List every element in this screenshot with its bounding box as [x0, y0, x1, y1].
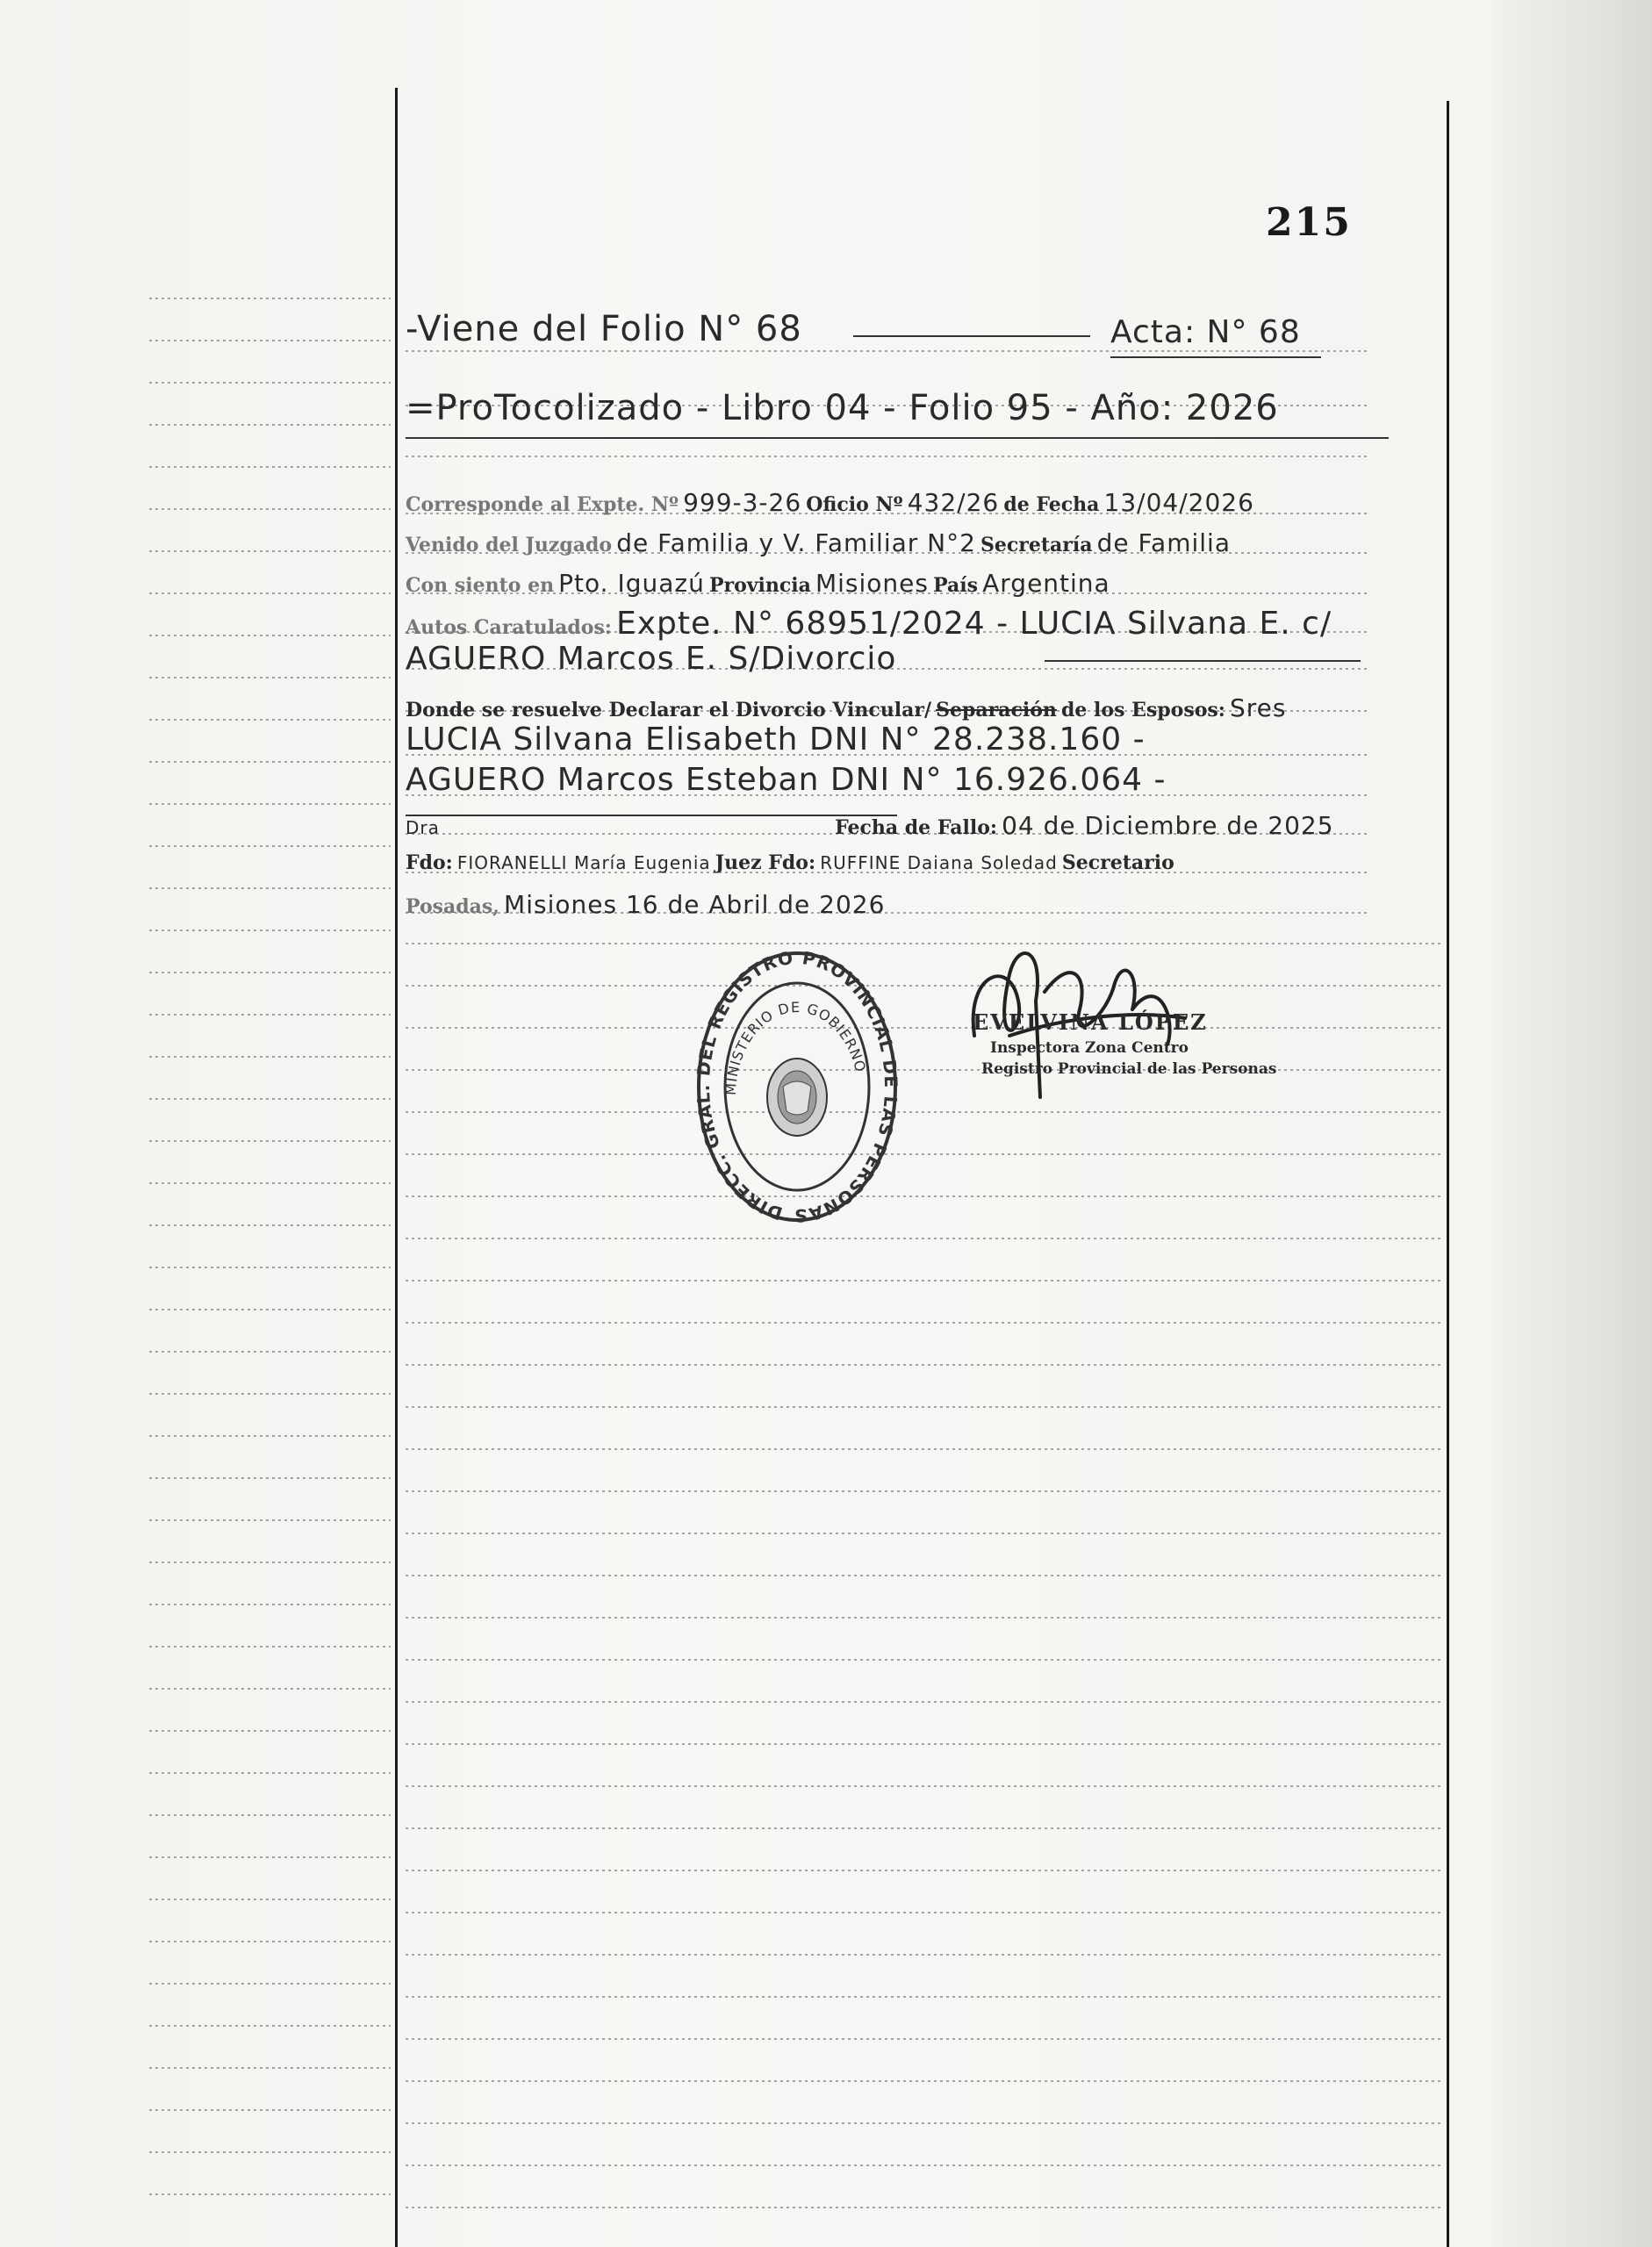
spouse-1: LUCIA Silvana Elisabeth DNI N° 28.238.160 -: [406, 721, 1146, 757]
acta-underline: [1110, 356, 1321, 358]
value-secretaria: de Familia: [1096, 528, 1231, 557]
form-line-posadas: [406, 890, 1371, 919]
label-pais: País: [933, 574, 979, 597]
seal-inner-text: MINISTERIO DE GOBIERNO: [722, 998, 870, 1096]
label-fecha-fallo: Fecha de Fallo:: [835, 816, 998, 839]
form-line-autos-cont: AGUERO Marcos E. S/Divorcio: [406, 641, 897, 677]
viene-del-folio: -Viene del Folio N° 68: [406, 309, 802, 349]
form-line-divorcio: [406, 693, 1371, 722]
value-juez: FIORANELLI María Eugenia: [456, 852, 711, 873]
label-secretaria: Secretaría: [980, 534, 1093, 556]
dash-rule: [853, 335, 1090, 337]
form-line-firmas: [406, 851, 1371, 874]
label-posadas: Posadas,: [406, 895, 499, 918]
acta-number: Acta: N° 68: [1110, 314, 1301, 350]
right-margin-line: [1447, 101, 1449, 2247]
signature-role: Inspectora Zona Centro: [990, 1039, 1189, 1057]
label-autos: Autos Caratulados:: [406, 616, 612, 639]
value-provincia: Misiones: [815, 569, 929, 598]
value-sres: Sres: [1230, 693, 1287, 722]
value-juzgado: de Familia y V. Familiar N°2: [616, 528, 976, 557]
label-provincia: Provincia: [708, 574, 811, 597]
autos-rule: [1045, 660, 1361, 662]
value-fecha-lugar: Misiones 16 de Abril de 2026: [504, 890, 886, 919]
value-autos: Expte. N° 68951/2024 - LUCIA Silvana E. c/: [615, 606, 1332, 642]
form-line-expediente: [406, 488, 1371, 517]
seal-outer-text: DIRECC. GRAL. DEL REGISTRO PROVINCIAL DE LAS PERSONAS: [693, 946, 902, 1227]
label-fecha: de Fecha: [1003, 493, 1100, 516]
label-juzgado: Venido del Juzgado: [406, 534, 613, 556]
label-expte: Corresponde al Expte. Nº: [406, 493, 679, 516]
form-line-asiento: [406, 569, 1371, 598]
label-separacion: Separación: [936, 699, 1057, 721]
value-pais: Argentina: [982, 569, 1110, 598]
form-line-autos: [406, 606, 1371, 642]
protocolizado-underline: [406, 437, 1389, 439]
form-line-fallo: [406, 811, 1371, 840]
form-line-juzgado: [406, 528, 1371, 557]
left-margin-line: [395, 88, 398, 2247]
official-seal: [692, 946, 902, 1227]
label-secretario: Secretario: [1061, 851, 1174, 874]
header-line-2: =ProTocolizado - Libro 04 - Folio 95 - Año: 2026: [406, 388, 1279, 428]
value-secretario: RUFFINE Daiana Soledad: [820, 852, 1058, 873]
value-expte: 999-3-26: [683, 488, 802, 517]
label-asiento: Con siento en: [406, 574, 555, 597]
value-asiento: Pto. Iguazú: [558, 569, 705, 598]
value-fecha: 13/04/2026: [1103, 488, 1254, 517]
label-fdo: Fdo:: [406, 851, 453, 874]
spouse-2: AGUERO Marcos Esteban DNI N° 16.926.064 -: [406, 762, 1167, 798]
signature-name: EVELVINA LÓPEZ: [973, 1009, 1208, 1035]
value-dra: Dra: [406, 817, 440, 838]
label-divorcio: Donde se resuelve Declarar el Divorcio Vincular/: [406, 699, 932, 721]
value-fecha-fallo: 04 de Diciembre de 2025: [1002, 811, 1334, 840]
folio-number: 215: [1266, 200, 1352, 245]
label-esposos: de los Esposos:: [1061, 699, 1225, 721]
value-oficio: 432/26: [907, 488, 1000, 517]
signature-org: Registro Provincial de las Personas: [981, 1060, 1277, 1078]
label-oficio: Oficio Nº: [806, 493, 903, 516]
label-juez-fdo: Juez Fdo:: [715, 851, 816, 874]
